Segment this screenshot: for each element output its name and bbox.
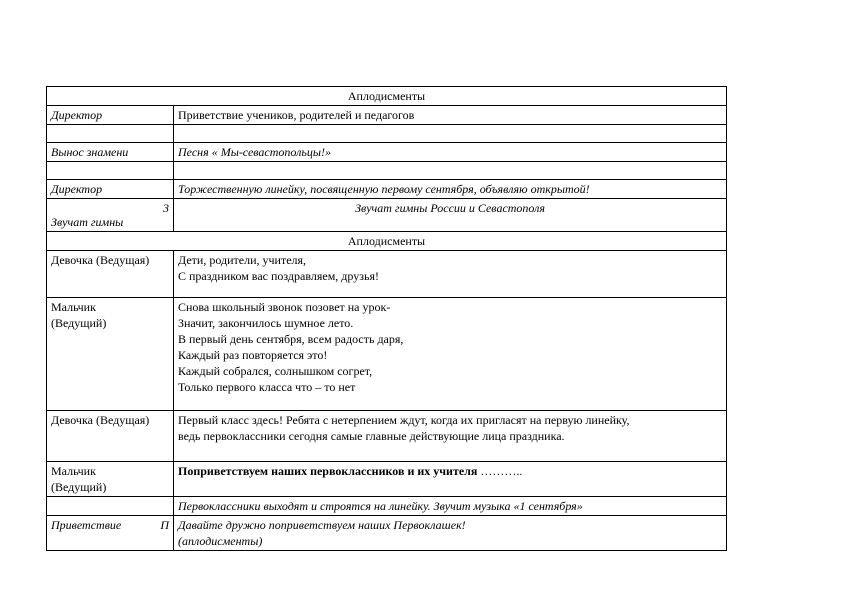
role-cell: Девочка (Ведущая) bbox=[47, 411, 174, 462]
item-number: 3 bbox=[163, 201, 169, 215]
text-cell bbox=[174, 298, 727, 411]
empty-cell bbox=[47, 497, 174, 516]
role-label: (Ведущий) bbox=[51, 316, 107, 330]
role-label: Мальчик bbox=[51, 464, 96, 478]
table-row bbox=[47, 125, 727, 143]
role-cell: Директор bbox=[47, 106, 174, 125]
text-cell bbox=[174, 251, 727, 298]
role-cell bbox=[47, 516, 174, 551]
verse-line: Дети, родители, учителя, bbox=[178, 253, 307, 267]
verse-line: Каждый раз повторяется это! bbox=[178, 348, 328, 362]
table-row bbox=[47, 411, 727, 462]
text-cell: Первоклассники выходят и строятся на линейку. Звучит музыка «1 сентября» bbox=[174, 497, 727, 516]
table-row bbox=[47, 298, 727, 411]
table-row bbox=[47, 462, 727, 497]
text-cell bbox=[174, 516, 727, 551]
text-cell: Приветствие учеников, родителей и педагогов bbox=[174, 106, 727, 125]
empty-cell bbox=[174, 162, 727, 180]
verse-line: Только первого класса что – то нет bbox=[178, 380, 356, 394]
table-row bbox=[47, 251, 727, 298]
table-row bbox=[47, 232, 727, 251]
table-row bbox=[47, 199, 727, 232]
role-cell: Девочка (Ведущая) bbox=[47, 251, 174, 298]
verse-line: С праздником вас поздравляем, друзья! bbox=[178, 269, 379, 283]
verse-line: Снова школьный звонок позовет на урок- bbox=[178, 300, 391, 314]
applause-cell: Аплодисменты bbox=[47, 232, 727, 251]
empty-cell bbox=[47, 162, 174, 180]
table-row bbox=[47, 516, 727, 551]
role-label: (Ведущий) bbox=[51, 480, 107, 494]
verse-line: Первый класс здесь! Ребята с нетерпением ждут, когда их пригласят на первую линейку, bbox=[178, 413, 630, 427]
ellipsis: ……….. bbox=[477, 464, 523, 478]
table-row bbox=[47, 162, 727, 180]
verse-line: ведь первоклассники сегодня самые главные действующие лица праздника. bbox=[178, 429, 565, 443]
role-cell: Директор bbox=[47, 180, 174, 199]
role-cell: Вынос знамени bbox=[47, 143, 174, 162]
table-row bbox=[47, 87, 727, 106]
empty-cell bbox=[174, 125, 727, 143]
table-row bbox=[47, 143, 727, 162]
verse-line: Значит, закончилось шумное лето. bbox=[178, 316, 354, 330]
verse-line: Давайте дружно поприветствуем наших Первоклашек! bbox=[178, 518, 466, 532]
text-cell bbox=[174, 411, 727, 462]
empty-cell bbox=[47, 125, 174, 143]
verse-line: Каждый собрался, солнышком согрет, bbox=[178, 364, 373, 378]
text-cell: Песня « Мы-севастопольцы!» bbox=[174, 143, 727, 162]
role-cell bbox=[47, 199, 174, 232]
applause-cell: Аплодисменты bbox=[47, 87, 727, 106]
role-cell bbox=[47, 298, 174, 411]
verse-line: (аплодисменты) bbox=[178, 534, 263, 548]
role-label: Мальчик bbox=[51, 300, 96, 314]
table-row bbox=[47, 106, 727, 125]
role-cell bbox=[47, 462, 174, 497]
role-label: Звучат гимны bbox=[51, 215, 124, 229]
text-cell: Торжественную линейку, посвященную первому сентября, объявляю открытой! bbox=[174, 180, 727, 199]
verse-line: В первый день сентября, всем радость даря, bbox=[178, 332, 404, 346]
role-label: Приветствие bbox=[51, 518, 122, 532]
prefix-letter: П bbox=[160, 518, 169, 532]
text-cell bbox=[174, 462, 727, 497]
text-cell: Звучат гимны России и Севастополя bbox=[174, 199, 727, 232]
event-script-table bbox=[46, 86, 727, 551]
table-row bbox=[47, 497, 727, 516]
table-row bbox=[47, 180, 727, 199]
bold-text: Поприветствуем наших первоклассников и их учителя bbox=[178, 464, 478, 478]
